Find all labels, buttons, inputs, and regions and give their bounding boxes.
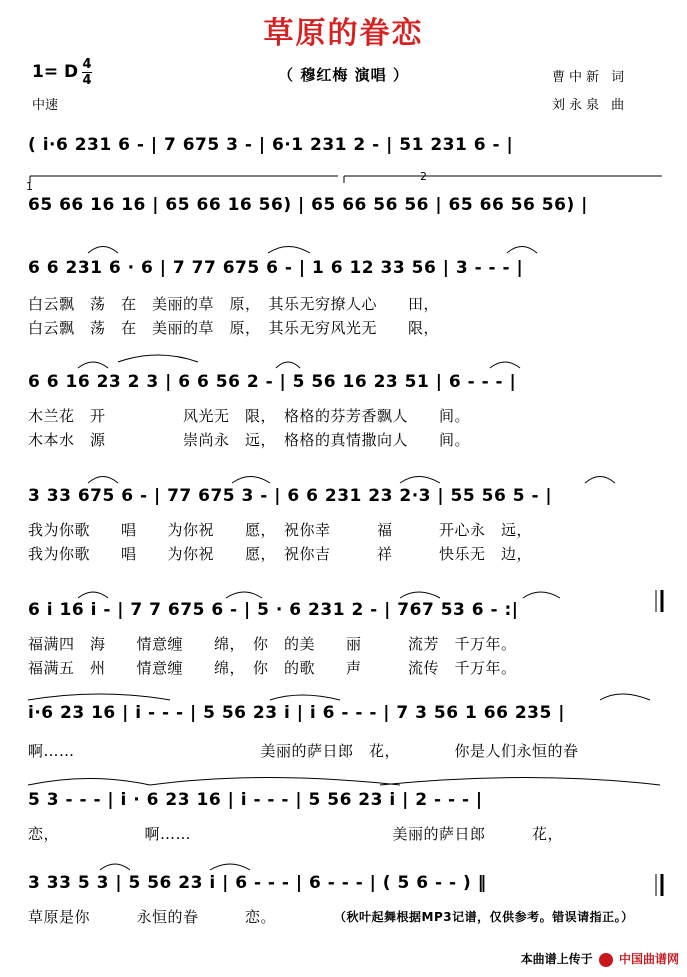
site-brand[interactable]: 中国曲谱网 <box>618 952 679 966</box>
singer-credit: （ 穆红梅 演唱 ） <box>278 66 409 84</box>
time-sig-top: 4 <box>82 57 92 72</box>
composer-credit: 刘永泉 曲 <box>552 98 629 113</box>
score-row-7-notes: i·6 23 16 | i - - - | 5 56 23 i | i 6 - - - | 7 3 56 1 66 235 | <box>28 703 565 723</box>
lyric-row-4-verse-1: 木兰花 开 风光无 限， 格格的芬芳香飘人 间。 <box>28 407 471 425</box>
transcriber-footnote: （秋叶起舞根据MP3记谱，仅供参考。错误请指正。） <box>334 910 634 924</box>
lyric-row-3-verse-1: 白云飘 荡 在 美丽的草 原， 其乐无穷撩人心 田， <box>28 295 440 313</box>
site-logo-icon <box>599 953 613 967</box>
lyric-row-6-verse-1: 福满四 海 情意缠 绵， 你 的美 丽 流芳 千万年。 <box>28 635 517 653</box>
tempo-marking: 中速 <box>32 98 59 113</box>
score-row-3-notes: 6 6 231 6 · 6 | 7 77 675 6 - | 1 6 12 33 56 | 3 - - - | <box>28 258 524 278</box>
score-row-5-notes: 3 33 675 6 - | 77 675 3 - | 6 6 231 23 2·3 | 55 56 5 - | <box>28 486 553 506</box>
time-sig-bottom: 4 <box>82 73 92 88</box>
footer-prefix: 本曲谱上传于 <box>520 952 593 966</box>
key-signature: 1= D <box>32 62 79 82</box>
score-row-4-notes: 6 6 16 23 2 3 | 6 6 56 2 - | 5 56 16 23 51 | 6 - - - | <box>28 372 517 392</box>
score-row-9-notes: 3 33 5 3 | 5 56 23 i | 6 - - - | 6 - - - | ( 5 6 - - ) ‖ <box>28 873 487 893</box>
upload-footer <box>521 950 679 967</box>
score-row-6-notes: 6 i 16 i - | 7 7 675 6 - | 5 · 6 231 2 - | 767 53 6 - :| <box>28 600 519 620</box>
lyric-row-4-verse-2: 木本水 源 崇尚永 远， 格格的真情撒向人 间。 <box>28 431 471 449</box>
lyric-row-3-verse-2: 白云飘 荡 在 美丽的草 原， 其乐无穷风光无 限， <box>28 319 440 337</box>
lyric-row-8: 恋， 啊…… 美丽的萨日郎 花， <box>28 825 564 843</box>
volta-1-label: 1 <box>26 180 34 193</box>
score-row-8-notes: 5 3 - - - | i · 6 23 16 | i - - - | 5 56 23 i | 2 - - - | <box>28 790 483 810</box>
lyric-row-7: 啊…… 美丽的萨日郎 花， 你是人们永恒的眷 <box>28 742 579 760</box>
lyric-row-5-verse-2: 我为你歌 唱 为你祝 愿， 祝你吉 祥 快乐无 边， <box>28 545 533 563</box>
volta-2-label: 2 <box>420 170 428 183</box>
song-title: 草原的眷恋 <box>263 16 424 51</box>
lyricist-credit: 曹中新 词 <box>552 70 629 85</box>
lyric-row-6-verse-2: 福满五 州 情意缠 绵， 你 的歌 声 流传 千万年。 <box>28 659 517 677</box>
lyric-row-9: 草原是你 永恒的眷 恋。 <box>28 908 277 926</box>
lyric-row-5-verse-1: 我为你歌 唱 为你祝 愿， 祝你幸 福 开心永 远， <box>28 521 533 539</box>
score-row-2-notes: 65 66 16 16 | 65 66 16 56) | 65 66 56 56 | 65 66 56 56) | <box>28 195 588 215</box>
score-row-1-notes: ( i·6 231 6 - | 7 675 3 - | 6·1 231 2 - | 51 231 6 - | <box>28 135 514 155</box>
